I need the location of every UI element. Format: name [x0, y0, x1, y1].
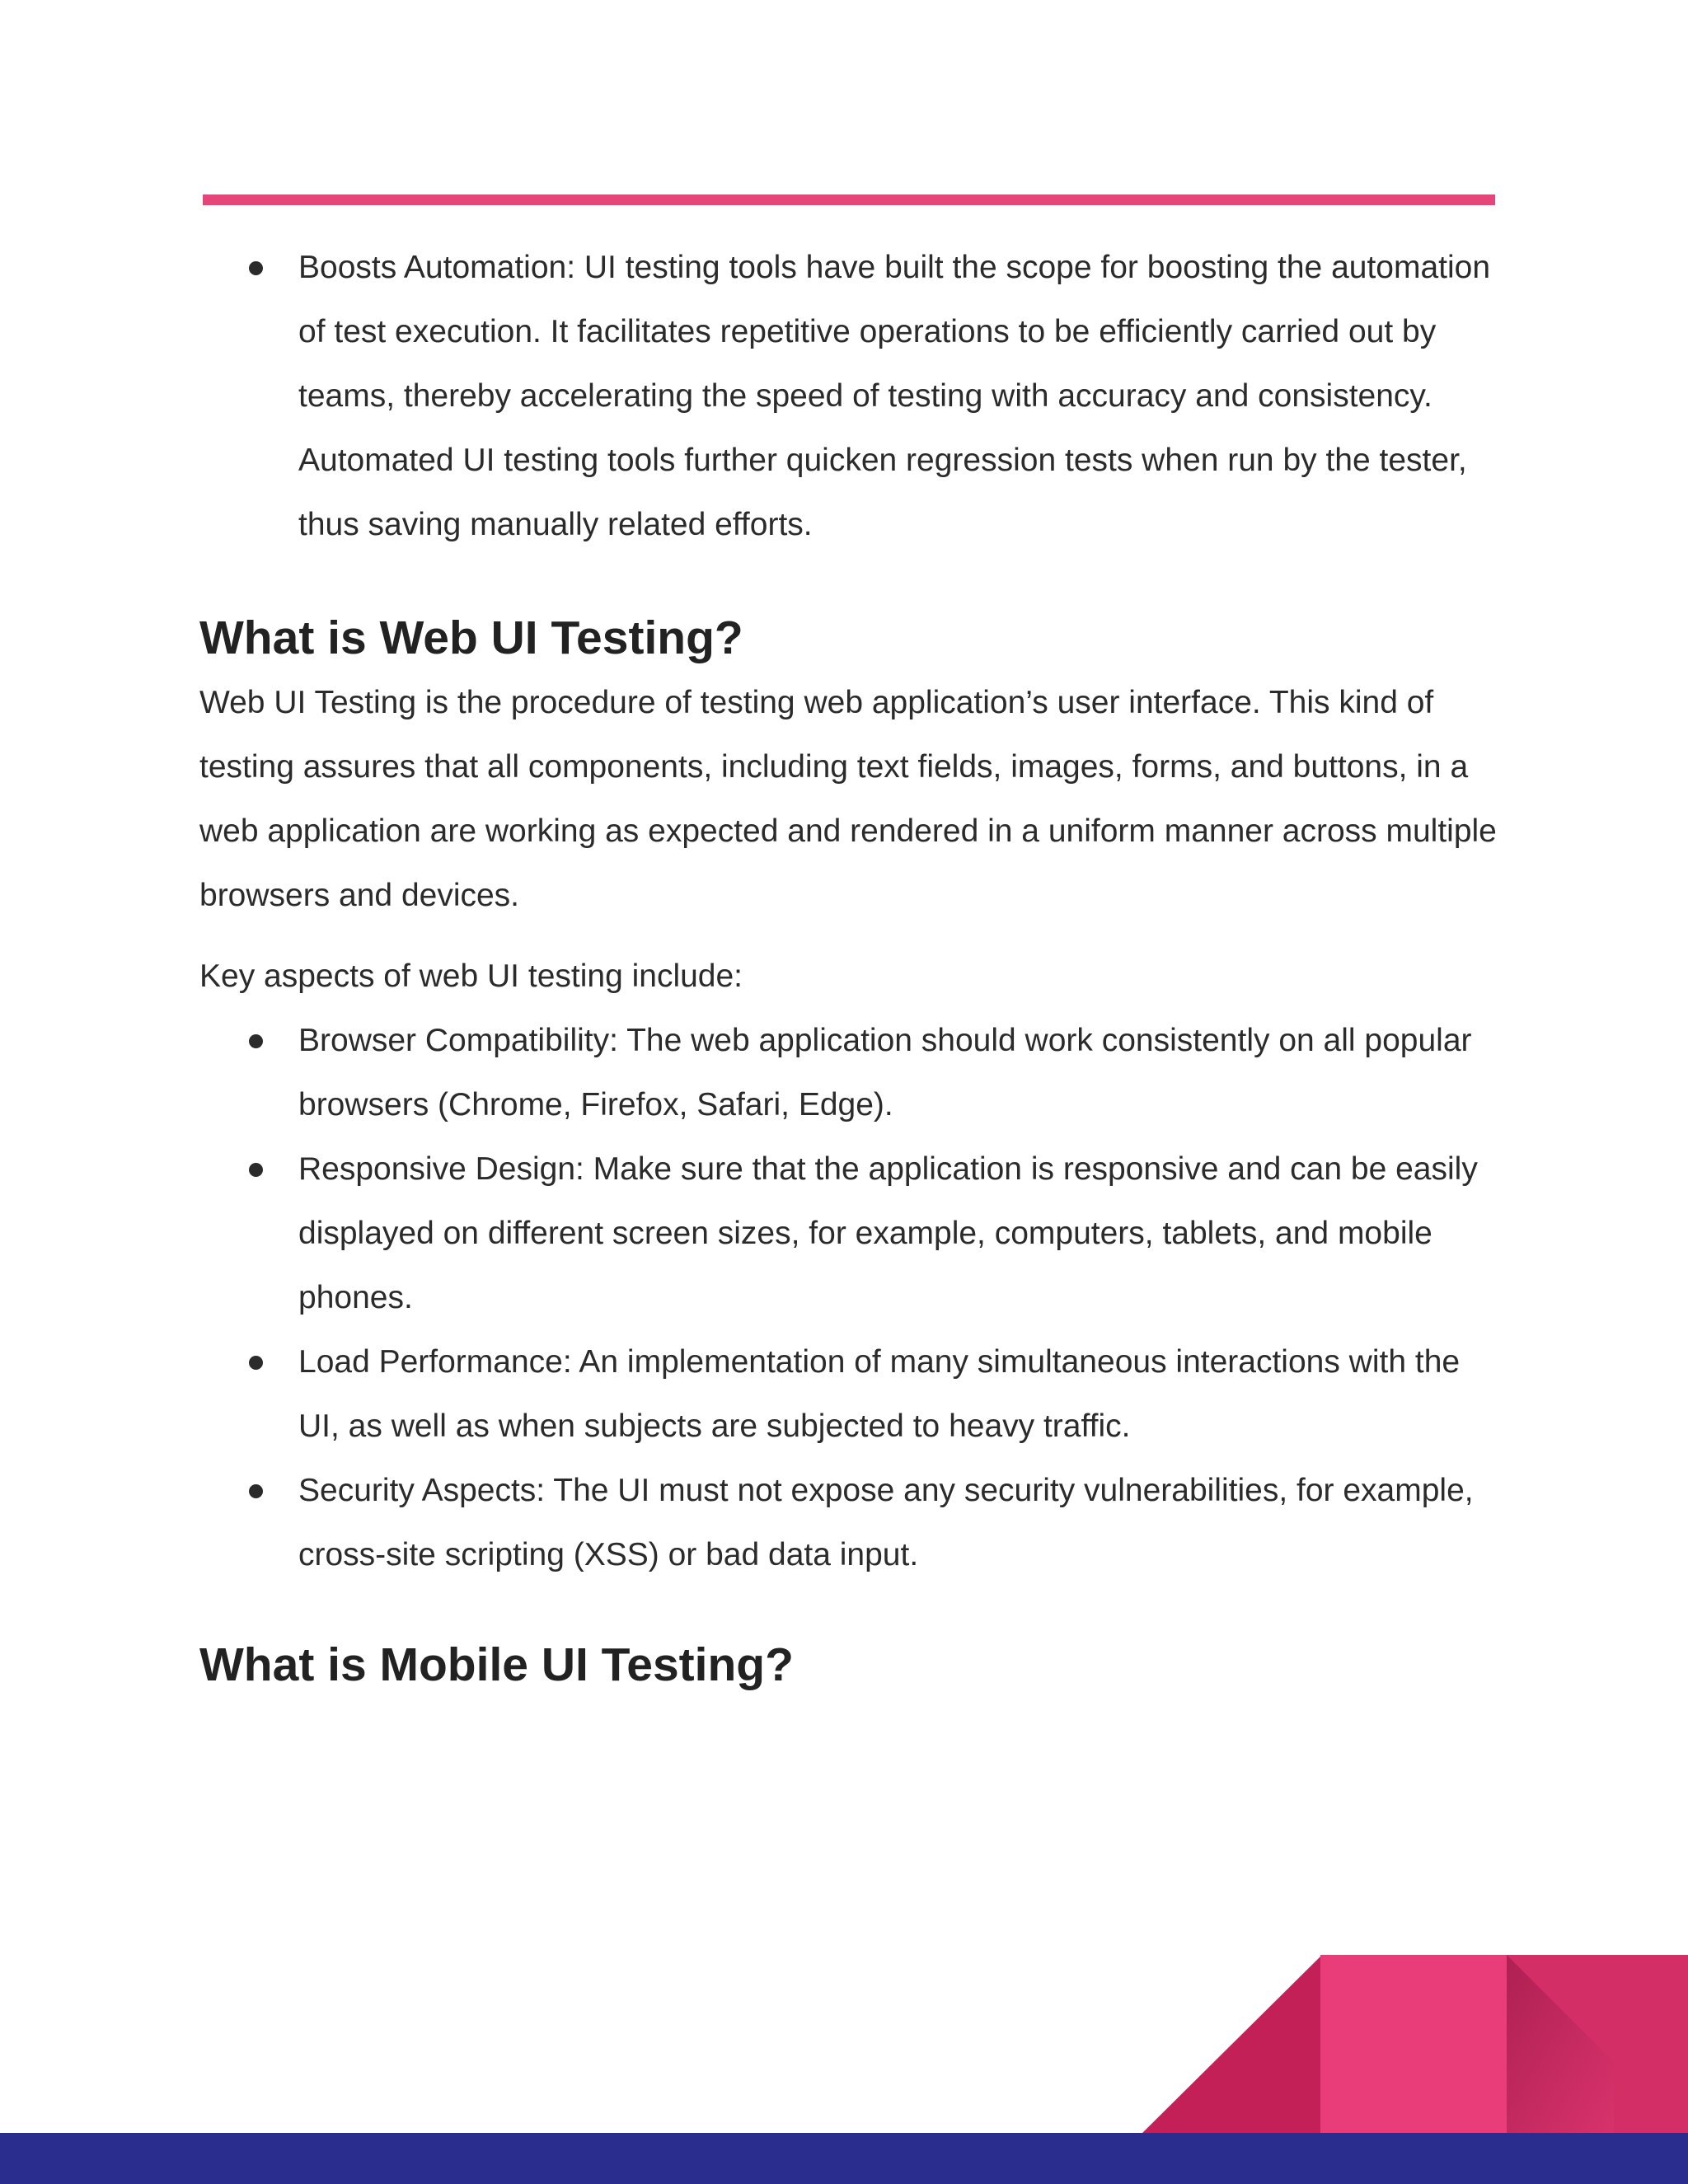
list-item-text: Load Performance: An implementation of many simultaneous interactions with the UI, as well as when subjects are subjected to heavy traffic. — [298, 1344, 1461, 1444]
list-item — [199, 1330, 1502, 1459]
list-item — [199, 1009, 1502, 1137]
bullet-dot-icon — [249, 261, 263, 275]
decor-fold-shadow — [1507, 1955, 1614, 2135]
footer-bar — [0, 2133, 1688, 2184]
mobile-ui-testing-heading: What is Mobile UI Testing? — [199, 1638, 794, 1691]
web-ui-testing-heading: What is Web UI Testing? — [199, 612, 743, 664]
top-accent-rule — [203, 194, 1495, 205]
bullet-dot-icon — [249, 1356, 263, 1370]
key-aspects-intro: Key aspects of web UI testing include: — [199, 958, 743, 994]
bullet-dot-icon — [249, 1484, 263, 1498]
list-item-text: Security Aspects: The UI must not expose any security vulnerabilities, for example, cross-site scripting (XSS) or bad data input. — [298, 1473, 1474, 1572]
list-item — [199, 1459, 1502, 1587]
list-item — [199, 1137, 1502, 1330]
bullet-dot-icon — [249, 1163, 263, 1177]
list-item-text: Browser Compatibility: The web application should work consistently on all popular browsers (Chrome, Firefox, Safari, Edge). — [298, 1023, 1472, 1122]
list-item-text: Boosts Automation: UI testing tools have built the scope for boosting the automation of test execution. It facilitates repetitive operations to be efficiently carried out by teams, thereby accelerating the speed of testing with accuracy and consistency. Automated UI testing tools further quicken regression tests when run by the tester, thus saving manually related efforts. — [298, 250, 1491, 542]
list-item-text: Responsive Design: Make sure that the application is responsive and can be easily displayed on different screen sizes, for example, computers, tablets, and mobile phones. — [298, 1151, 1478, 1315]
decor-pink-block — [1320, 1955, 1508, 2135]
page-content — [199, 236, 1502, 1698]
automation-bullet-list — [199, 236, 1502, 557]
decor-dark-triangle — [1141, 1955, 1322, 2135]
web-ui-testing-paragraph: Web UI Testing is the procedure of testing web application’s user interface. This kind of testing assures that all components, including text fields, images, forms, and buttons, in a web application are working as expected and rendered in a uniform manner across multiple browsers and devices. — [199, 685, 1497, 913]
decor-right-block — [1507, 1955, 1688, 2135]
list-item — [199, 236, 1502, 557]
bullet-dot-icon — [249, 1034, 263, 1048]
key-aspects-list — [199, 1009, 1502, 1587]
